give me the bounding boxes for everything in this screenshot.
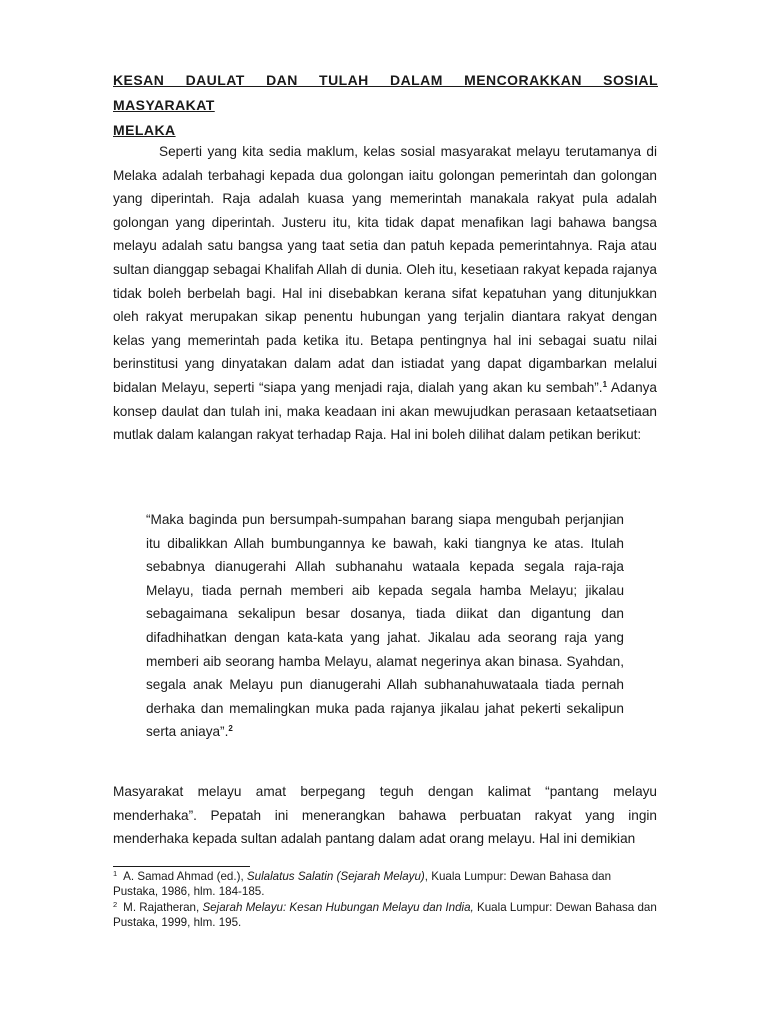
footnote-2-author: M. Rajatheran,: [123, 900, 203, 914]
paragraph-1: [113, 140, 657, 447]
title-line-2: MELAKA: [113, 122, 176, 138]
footnote-1-rest: , Kuala Lumpur: Dewan Bahasa dan Pustaka, 1986, hlm. 184-185.: [113, 870, 612, 899]
paragraph-1-text-b: Adanya konsep daulat dan tulah ini, maka keadaan ini akan mewujudkan perasaan ketaatsetiaan mutlak dalam kalangan rakyat terhadap Raja. Hal ini boleh dilihat dalam petikan berikut:: [113, 379, 657, 443]
document-title: [113, 68, 658, 143]
paragraph-1-text-a: Seperti yang kita sedia maklum, kelas sosial masyarakat melayu terutamanya di Melaka adalah terbahagi kepada dua golongan iaitu golongan pemerintah dan golongan yang diperintah. Raja adalah kuasa yang memerintah manakala rakyat pula adalah golongan yang diperintah. Justeru itu, kita tidak dapat menafikan lagi bahawa bangsa melayu adalah satu bangsa yang taat setia dan patuh kepada pemerintahnya. Raja atau sultan dianggap sebagai Khalifah Allah di dunia. Oleh itu, kesetiaan rakyat kepada rajanya tidak boleh berbelah bagi. Hal ini disebabkan kerana sifat kepatuhan yang ditunjukkan oleh rakyat merupakan sikap penentu hubungan yang terjalin diantara rakyat dengan kelas yang memerintah pada ketika itu. Betapa pentingnya hal ini sebagai suatu nilai berinstitusi yang dinyatakan dalam adat dan istiadat yang dapat digambarkan melalui bidalan Melayu, seperti “siapa yang menjadi raja, dialah yang akan ku sembah”.: [113, 144, 657, 395]
block-quote-text: “Maka baginda pun bersumpah-sumpahan barang siapa mengubah perjanjian itu dibalikkan Allah bumbungannya ke bawah, kaki tiangnya ke atas. Itulah sebabnya dianugerahi Allah subhanahu wataala kepada segala raja-raja Melayu, tiada pernah memberi aib kepada segala hamba Melayu; jikalau sebagaimana sekalipun besar dosanya, tiada diikat dan digantung dan difadhihatkan dengan kata-kata yang jahat. Jikalau ada seorang raja yang memberi aib seorang hamba Melayu, alamat negerinya akan binasa. Syahdan, segala anak Melayu pun dianugerahi Allah subhanahuwataala tiada pernah derhaka dan memalingkan muka pada rajanya jikalau jahat pekerti sekalipun serta aniaya”.: [146, 512, 624, 740]
footnote-ref-2: 2: [228, 724, 233, 734]
footnote-1-author: A. Samad Ahmad (ed.),: [123, 870, 247, 883]
footnote-1-title: Sulalatus Salatin (Sejarah Melayu): [246, 870, 425, 883]
paragraph-2: Masyarakat melayu amat berpegang teguh dengan kalimat “pantang melayu menderhaka”. Pepatah ini menerangkan bahawa perbuatan rakyat yang ingin menderhaka kepada sultan adalah pantang dalam adat orang melayu. Hal ini demikian: [113, 784, 657, 847]
footnote-1-mark: 1: [113, 869, 118, 878]
footnote-1: [113, 869, 658, 900]
title-line-1: KESAN DAULAT DAN TULAH DALAM MENCORAKKAN SOSIAL MASYARAKAT: [113, 72, 658, 113]
footnotes: [113, 869, 658, 931]
footnote-ref-1: 1: [602, 379, 608, 389]
footnote-2-title: Sejarah Melayu: Kesan Hubungan Melayu dan India,: [202, 900, 474, 914]
footnote-2: [113, 900, 658, 931]
footnote-separator: [113, 866, 250, 867]
block-quote: [146, 508, 624, 744]
footnote-2-mark: 2: [113, 899, 118, 909]
footnote-2-rest: Kuala Lumpur: Dewan Bahasa dan Pustaka, 1999, hlm. 195.: [113, 900, 657, 930]
